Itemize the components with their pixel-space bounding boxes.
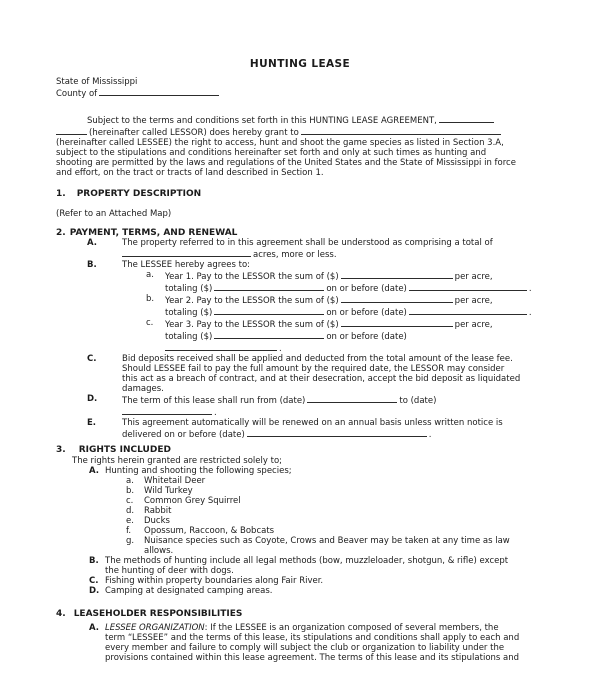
text: to (date) xyxy=(399,396,437,406)
section-4-heading xyxy=(56,609,560,619)
intro-line: subject to the stipulations and conditions hereinafter set forth and only at such times as hunting and xyxy=(56,148,487,158)
item-3d xyxy=(89,586,560,596)
species-item xyxy=(126,536,560,556)
text: . xyxy=(214,408,217,418)
species-item xyxy=(126,516,560,526)
item-letter: B. xyxy=(89,556,99,566)
renewal-notice-line xyxy=(122,428,560,440)
total-blank-line xyxy=(214,282,324,291)
term-line xyxy=(122,394,560,406)
text: provisions contained within this lease agreement. The terms of this lease and its stipulations and xyxy=(105,653,520,663)
rights-subtitle: The rights herein granted are restricted solely to; xyxy=(72,456,283,466)
text: Camping at designated camping areas. xyxy=(105,586,273,596)
county-label: County of xyxy=(56,89,98,99)
item-letter: c. xyxy=(126,496,134,506)
species-item xyxy=(126,506,560,516)
date-blank-line xyxy=(165,342,277,351)
text: per acre, xyxy=(454,320,493,330)
item-letter: b. xyxy=(146,294,155,304)
section-title: PROPERTY DESCRIPTION xyxy=(76,189,202,199)
to-date-blank-line xyxy=(122,406,212,415)
sum-blank-line xyxy=(341,294,453,303)
text: Bid deposits received shall be applied and deducted from the total amount of the lease fee. xyxy=(122,354,513,364)
text: Fishing within property boundaries along Fair River. xyxy=(105,576,324,586)
lessee-organization-term: LESSEE ORGANIZATION xyxy=(105,623,205,633)
item-letter: A. xyxy=(87,238,97,248)
species-item xyxy=(126,496,560,506)
intro-line: shooting are permitted by the laws and regulations of the United States and the State of Mississippi in force xyxy=(56,158,516,168)
item-letter: C. xyxy=(89,576,99,586)
text: term “LESSEE” and the terms of this lease, its stipulations and conditions shall apply to each and xyxy=(105,633,520,643)
acres-line xyxy=(122,248,560,260)
term-wrap-line xyxy=(122,406,560,418)
item-text xyxy=(122,238,560,260)
text: this act as a breach of contract, and at their desecration, accept the bid deposit as liquidated xyxy=(122,374,521,384)
text: on or before (date) xyxy=(326,308,407,318)
section-number: 2. xyxy=(56,228,66,238)
item-text xyxy=(122,354,560,394)
item-3c xyxy=(89,576,560,586)
section-title: RIGHTS INCLUDED xyxy=(78,445,171,455)
item-letter: D. xyxy=(89,586,100,596)
text: . xyxy=(528,308,532,318)
text: : If the LESSEE is an organization composed of several members, the xyxy=(204,623,499,633)
section-number: 4. xyxy=(56,609,66,619)
lessor-name-blank-line xyxy=(439,114,494,123)
text: totaling ($) xyxy=(165,332,213,342)
text: acres, more or less. xyxy=(253,250,337,260)
item-letter: e. xyxy=(126,516,134,526)
item-text xyxy=(122,260,560,354)
item-text xyxy=(144,536,560,556)
text: Hunting and shooting the following species; xyxy=(105,466,292,476)
species-item xyxy=(126,486,560,496)
text: Year 1. Pay to the LESSOR the sum of ($) xyxy=(165,272,339,282)
item-letter: d. xyxy=(126,506,135,516)
text: Year 2. Pay to the LESSOR the sum of ($) xyxy=(165,296,339,306)
state-line: State of Mississippi xyxy=(56,77,138,87)
item-letter: c. xyxy=(146,318,154,328)
date-blank-line xyxy=(409,306,527,315)
text: Nuisance species such as Coyote, Crows and Beaver may be taken at any time as law xyxy=(144,536,510,546)
item-2b xyxy=(87,260,560,354)
item-letter: g. xyxy=(126,536,135,546)
intro-line xyxy=(56,126,560,138)
sum-blank-line xyxy=(341,318,453,327)
text: on or before (date) xyxy=(326,284,407,294)
text: on or before (date) xyxy=(326,332,407,342)
item-text xyxy=(105,623,560,663)
text: per acre, xyxy=(454,272,493,282)
year-2-item xyxy=(146,294,560,318)
item-2e xyxy=(87,418,560,440)
text: delivered on or before (date) xyxy=(122,430,245,440)
total-blank-line xyxy=(214,330,324,339)
notice-date-blank-line xyxy=(247,428,427,437)
item-letter: f. xyxy=(126,526,132,536)
item-2c xyxy=(87,354,560,394)
section-2-heading xyxy=(56,228,560,238)
text: damages. xyxy=(122,384,164,394)
text: The LESSEE hereby agrees to: xyxy=(122,260,251,270)
item-letter: b. xyxy=(126,486,135,496)
text: the hunting of deer with dogs. xyxy=(105,566,234,576)
text: totaling ($) xyxy=(165,284,213,294)
item-2d xyxy=(87,394,560,418)
lessee-name-blank-line xyxy=(301,126,501,135)
text: Opossum, Raccoon, & Bobcats xyxy=(144,526,275,536)
section-title: PAYMENT, TERMS, AND RENEWAL xyxy=(69,228,238,238)
totaling-line xyxy=(165,282,560,294)
item-3a xyxy=(89,466,560,556)
payment-line xyxy=(165,318,560,330)
item-text xyxy=(122,418,560,440)
item-text xyxy=(165,294,560,318)
text: . xyxy=(279,344,282,354)
item-text xyxy=(122,394,560,418)
text: per acre, xyxy=(454,296,493,306)
totaling-line xyxy=(165,330,560,342)
date-wrap-line xyxy=(165,342,560,354)
intro-paragraph xyxy=(56,114,560,178)
species-item xyxy=(126,476,560,486)
text: Whitetail Deer xyxy=(144,476,206,486)
year-3-item xyxy=(146,318,560,354)
text: Ducks xyxy=(144,516,170,526)
year-1-item xyxy=(146,270,560,294)
payment-line xyxy=(165,294,560,306)
county-blank-line xyxy=(99,87,219,96)
lessee-organization-line xyxy=(105,623,560,633)
section-1-heading xyxy=(56,189,560,199)
intro-line: (hereinafter called LESSEE) the right to access, hunt and shoot the game species as listed in Section 3.A, xyxy=(56,138,504,148)
text: Rabbit xyxy=(144,506,172,516)
total-blank-line xyxy=(214,306,324,315)
text: The methods of hunting include all legal methods (bow, muzzleloader, shotgun, & rifle) except xyxy=(105,556,509,566)
text: . xyxy=(528,284,532,294)
text: (hereinafter called LESSOR) does hereby grant to xyxy=(89,128,299,138)
item-letter: A. xyxy=(89,466,99,476)
payment-line xyxy=(165,270,560,282)
item-text xyxy=(105,466,560,556)
text: every member and failure to comply will subject the club or organization to liability under the xyxy=(105,643,505,653)
item-text xyxy=(165,318,560,354)
text: allows. xyxy=(144,546,174,556)
section-number: 1. xyxy=(56,189,66,199)
attached-map-note: (Refer to an Attached Map) xyxy=(56,209,172,219)
text: Wild Turkey xyxy=(144,486,193,496)
item-letter: D. xyxy=(87,394,98,404)
county-line xyxy=(56,87,560,99)
text: . xyxy=(428,430,432,440)
section-title: LEASEHOLDER RESPONSIBILITIES xyxy=(73,609,243,619)
text: totaling ($) xyxy=(165,308,213,318)
text: Subject to the terms and conditions set forth in this HUNTING LEASE AGREEMENT, xyxy=(87,116,437,126)
item-letter: C. xyxy=(87,354,97,364)
item-2a xyxy=(87,238,560,260)
from-date-blank-line xyxy=(307,394,397,403)
section-3-heading xyxy=(56,445,560,455)
text: Common Grey Squirrel xyxy=(144,496,241,506)
text: This agreement automatically will be renewed on an annual basis unless written notice is xyxy=(122,418,503,428)
item-letter: a. xyxy=(146,270,154,280)
item-3b xyxy=(89,556,560,576)
item-4a xyxy=(89,623,560,663)
item-letter: B. xyxy=(87,260,97,270)
text: Should LESSEE fail to pay the full amount by the required date, the LESSOR may consider xyxy=(122,364,505,374)
item-letter: a. xyxy=(126,476,134,486)
text: The property referred to in this agreement shall be understood as comprising a total of xyxy=(122,238,493,248)
acres-blank-line xyxy=(122,248,251,257)
species-item xyxy=(126,526,560,536)
date-blank-line xyxy=(409,282,527,291)
lessor-name-blank-line xyxy=(56,126,87,135)
sum-blank-line xyxy=(341,270,453,279)
text: The term of this lease shall run from (date) xyxy=(122,396,306,406)
text: Year 3. Pay to the LESSOR the sum of ($) xyxy=(165,320,339,330)
section-number: 3. xyxy=(56,445,66,455)
item-text xyxy=(105,556,560,576)
document-title: HUNTING LEASE xyxy=(249,58,351,70)
intro-line xyxy=(56,114,560,126)
item-text xyxy=(165,270,560,294)
item-letter: A. xyxy=(89,623,99,633)
totaling-line xyxy=(165,306,560,318)
intro-line: and effort, on the tract or tracts of land described in Section 1. xyxy=(56,168,324,178)
item-letter: E. xyxy=(87,418,97,428)
